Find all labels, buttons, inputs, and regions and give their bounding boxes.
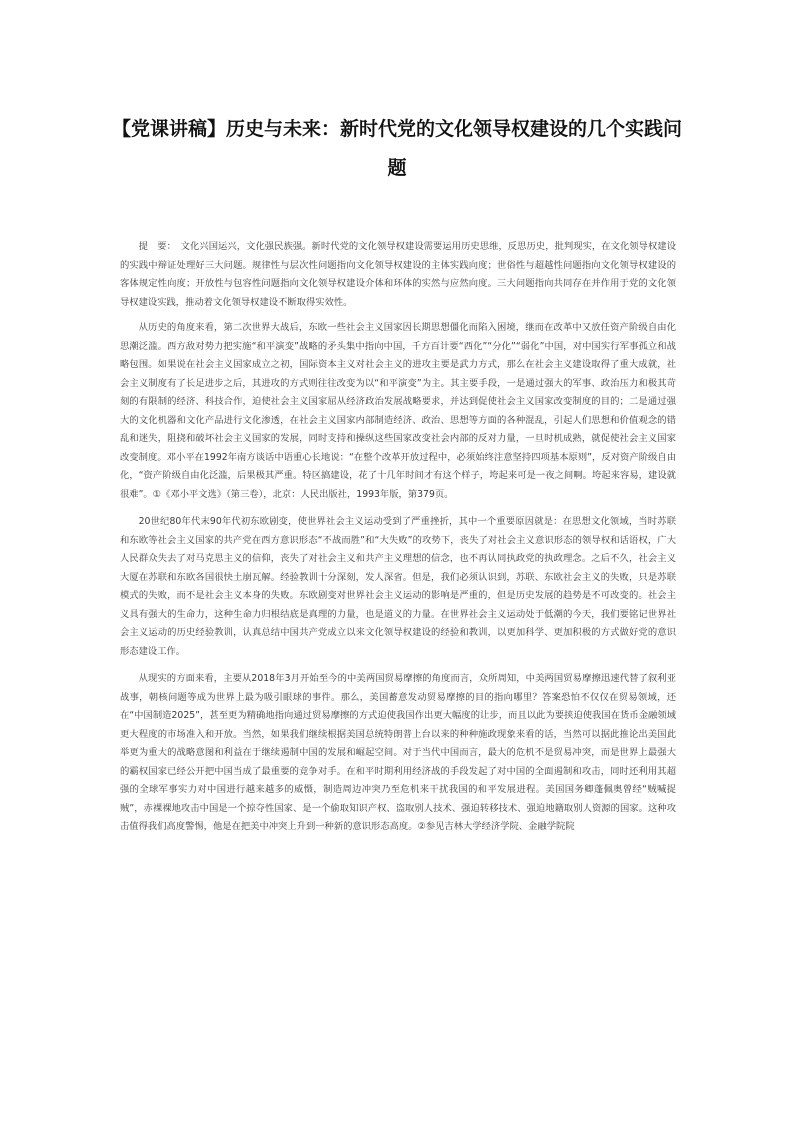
- document-body: [120, 238, 676, 846]
- body-paragraph-eastern-europe: 20世纪80年代末90年代初东欧剧变，使世界社会主义运动受到了严重挫折，其中一个重要原因就是：在思想文化领域，当时苏联和东欧等社会主义国家的共产党在西方意识形态“不战而胜”和“大失败”的攻势下，丧失了对社会主义意识形态的领导权和话语权，广大人民群众失去了对马克思主义的信仰，丧失了对社会主义和共产主义理想的信念，也不再认同执政党的执政理念。之后不久，社会主义大厦在苏联和东欧各国很快土崩瓦解。经验教训十分深刻，发人深省。但是，我们必须认识到，苏联、东欧社会主义的失败，只是苏联模式的失败，而不是社会主义本身的失败。东欧剧变对世界社会主义运动的影响是严重的，但是历史发展的趋势是不可改变的。社会主义具有强大的生命力，这种生命力归根结底是真理的力量，也是道义的力量。在世界社会主义运动处于低潮的今天，我们要铭记世界社会主义运动的历史经验教训，认真总结中国共产党成立以来文化领导权建设的经验和教训，以更加科学、更加积极的方式做好党的意识形态建设工作。: [120, 516, 676, 657]
- abstract-paragraph: 提 要： 文化兴国运兴，文化强民族强。新时代党的文化领导权建设需要运用历史思维，反思历史，批判现实，在文化领导权建设的实践中辩证处理好三大问题。规律性与层次性问题指向文化领导权建设的主体实践向度；世俗性与超越性问题指向文化领导权建设的客体规定性向度；开放性与包容性问题指向文化领导权建设介体和环体的实然与应然向度。三大问题指向共同存在并作用于党的文化领导权建设实践，推动着文化领导权建设不断取得实效性。: [120, 241, 676, 308]
- body-paragraph-reality: 从现实的方面来看，主要从2018年3月开始至今的中美两国贸易摩擦的角度而言，众所周知，中美两国贸易摩擦迅速代替了叙利亚战事，朝核问题等成为世界上最为吸引眼球的事件。那么，美国蓄意发动贸易摩擦的目的指向哪里？答案恐怕不仅仅在贸易领域，还在“中国制造2025”，甚至更为精确地指向通过贸易摩擦的方式迫使我国作出更大幅度的让步，而且以此为要挟迫使我国在货币金融领域更大程度的市场准入和开放。当然，如果我们继续根据美国总统特朗普上台以来的种种施政现象来看的话，当然可以据此推论出美国此举更为重大的战略意图和利益在于继续遏制中国的发展和崛起空间。对于当代中国而言，最大的危机不是贸易冲突，而是世界上最强大的霸权国家已经公开把中国当成了最重要的竞争对手。在和平时期利用经济战的手段发起了对中国的全面遏制和攻击，同时还利用其超强的全球军事实力对中国进行越来越多的威慑，制造周边冲突乃至危机来干扰我国的和平发展进程。美国国务卿蓬佩奥曾经“贼喊捉贼”，赤裸裸地攻击中国是一个掠夺性国家、是一个偷取知识产权、盗取别人技术、强迫转移技术、强迫地籍取别人资源的国家。这种攻击值得我们高度警惕，他是在把美中冲突上升到一种新的意识形态高度。②参见吉林大学经济学院、金融学院院: [120, 673, 676, 832]
- body-paragraph-history: 从历史的角度来看，第二次世界大战后，东欧一些社会主义国家因长期思想僵化而陷入困境，继而在改革中又放任资产阶级自由化思潮泛滥。西方敌对势力把实施“和平演变”战略的矛头集中指向中国，千方百计要“西化”“分化”“弱化”中国，对中国实行军事孤立和战略包围。如果说在社会主义国家成立之初，国际资本主义对社会主义的进攻主要是武力方式，那么在社会主义建设取得了重大成就，社会主义制度有了长足进步之后，其进攻的方式则往往改变为以“和平演变”为主。其主要手段，一是通过强大的军事、政治压力和极其苛刻的有限制的经济、科技合作，迫使社会主义国家屈从经济政治发展战略要求，并达到促使社会主义国家改变制度的目的；二是通过强大的文化机器和文化产品进行文化渗透，在社会主义国家内部制造经济、政治、思想等方面的各种混乱，引起人们思想和价值观念的错乱和迷失，阻挠和破坏社会主义国家的发展，同时支持和操纵这些国家改变社会内部的反对力量，一旦时机成熟，就促使社会主义国家改变制度。邓小平在1992年南方谈话中语重心长地说：“在整个改革开放过程中，必须始终注意坚持四项基本原则”，反对资产阶级自由化，“资产阶级自由化泛滥，后果极其严重。特区搞建设，花了十几年时间才有这个样子，垮起来可是一夜之间啊。垮起来容易，建设就很难”。①《邓小平文选》（第三卷），北京：人民出版社，1993年版，第379页。: [120, 322, 676, 500]
- document-title: 【党课讲稿】历史与未来：新时代党的文化领导权建设的几个实践问题: [111, 118, 682, 179]
